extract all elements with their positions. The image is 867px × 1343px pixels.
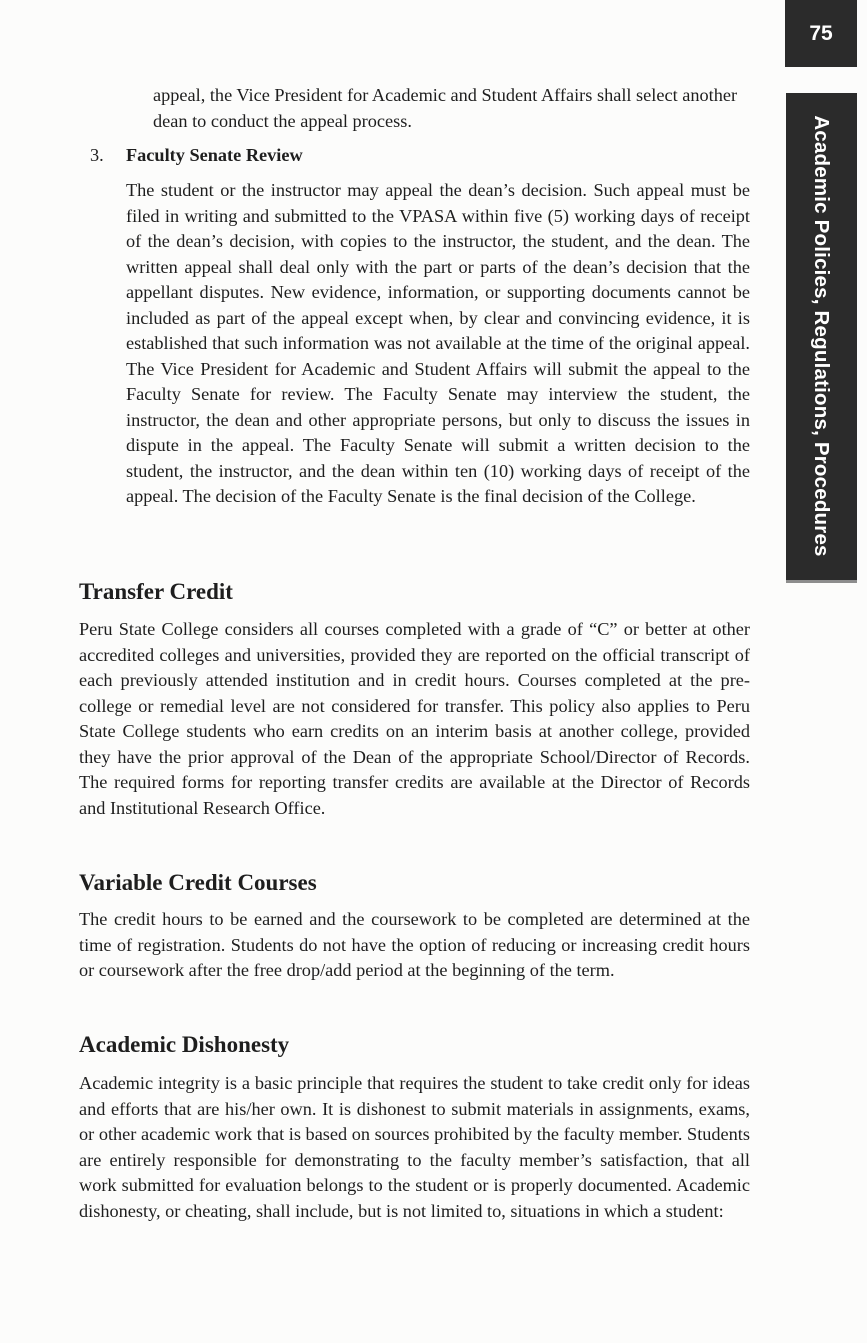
page-number: 75 <box>785 0 857 67</box>
transfer-credit-heading: Transfer Credit <box>79 579 233 604</box>
list-item-body: The student or the instructor may appeal the dean’s decision. Such appeal must be filed in writing and submitted to the VPASA within five (5) working days of receipt of the dean’s decision, with copies to the instructor, the student, and the dean. The written appeal shall deal only with the part or parts of the dean’s decision that the appellant disputes. New evidence, information, or supporting documents cannot be included as part of the appeal except when, by clear and convincing evidence, it is established that such information was not available at the time of the original appeal. The Vice President for Academic and Student Affairs will submit the appeal to the Faculty Senate for review. The Faculty Senate may interview the student, the instructor, the dean and other appropriate persons, but only to discuss the issues in dispute in the appeal. The Faculty Senate will submit a written decision to the student, the instructor, and the dean within ten (10) working days of receipt of the appeal. The decision of the Faculty Senate is the final decision of the College. <box>126 180 750 506</box>
academic-dishonesty-heading: Academic Dishonesty <box>79 1032 290 1057</box>
variable-credit-paragraph: The credit hours to be earned and the coursework to be completed are determined at the time of registration. Students do not have the option of reducing or increasing credit hours or coursework after the free drop/add period at the beginning of the term. <box>79 909 750 980</box>
section-tab <box>786 93 857 583</box>
continued-paragraph: appeal, the Vice President for Academic and Student Affairs shall select another dean to conduct the appeal process. <box>153 85 738 131</box>
transfer-credit-paragraph: Peru State College considers all courses completed with a grade of “C” or better at other accredited colleges and universities, provided they are reported on the official transcript of each previously attended institution and in credit hours. Courses completed at the pre-college or remedial level are not considered for transfer. This policy also applies to Peru State College students who earn credits on an interim basis at another college, provided they have the prior approval of the Dean of the appropriate School/Director of Records. The required forms for reporting transfer credits are available at the Director of Records and Institutional Research Office. <box>79 619 750 818</box>
list-number: 3. <box>90 145 104 165</box>
academic-dishonesty-paragraph: Academic integrity is a basic principle that requires the student to take credit only for ideas and efforts that are his/her own. It is dishonest to submit materials in assignments, exams, or other academic work that is based on sources prohibited by the faculty member. Students are entirely responsible for demonstrating to the faculty member’s satisfaction, that all work submitted for evaluation belongs to the student or is properly documented. Academic dishonesty, or cheating, shall include, but is not limited to, situations in which a student: <box>79 1073 750 1221</box>
variable-credit-heading: Variable Credit Courses <box>79 870 317 895</box>
list-item-title: Faculty Senate Review <box>126 145 303 165</box>
section-tab-label: Academic Policies, Regulations, Procedures <box>810 115 833 557</box>
